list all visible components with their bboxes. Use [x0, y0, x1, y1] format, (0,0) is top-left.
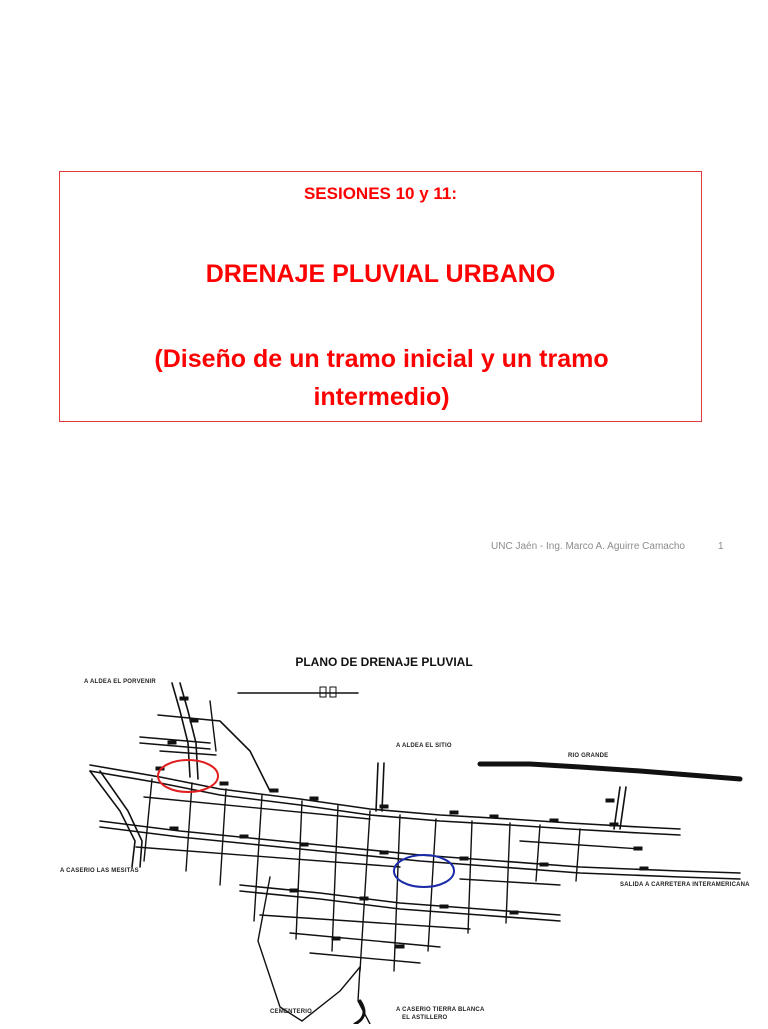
- footer-author: UNC Jaén - Ing. Marco A. Aguirre Camacho: [491, 541, 685, 552]
- main-title: DRENAJE PLUVIAL URBANO: [205, 260, 556, 288]
- north-arrow-icon: [238, 687, 358, 697]
- label-rio-grande: RIO GRANDE: [568, 753, 609, 759]
- label-aldea-sitio: A ALDEA EL SITIO: [396, 743, 452, 749]
- subtitle: (Diseño de un tramo inicial y un tramo intermedio): [154, 345, 609, 411]
- slide-2: [0, 575, 768, 1024]
- initial-stretch-marker: [158, 760, 218, 792]
- drainage-map-drawing: [40, 671, 768, 1024]
- sessions-heading: SESIONES 10 y 11:: [303, 184, 458, 203]
- river-line: [480, 764, 740, 779]
- label-cementerio: CEMENTERIO: [270, 1009, 313, 1015]
- title-box: [59, 171, 702, 422]
- label-caserio-tierra-blanca: A CASERIO TIERRA BLANCA: [396, 1007, 485, 1013]
- label-el-astillero: EL ASTILLERO: [402, 1015, 448, 1021]
- intermediate-stretch-marker: [394, 855, 454, 887]
- label-salida-carretera: SALIDA A CARRETERA INTERAMERICANA: [620, 882, 750, 888]
- plan-title: PLANO DE DRENAJE PLUVIAL: [295, 655, 473, 669]
- label-caserio-mesitas: A CASERIO LAS MESITAS: [60, 868, 139, 874]
- page-number: 1: [718, 541, 724, 552]
- drainage-map: [40, 671, 768, 1024]
- label-aldea-porvenir: A ALDEA EL PORVENIR: [84, 679, 156, 685]
